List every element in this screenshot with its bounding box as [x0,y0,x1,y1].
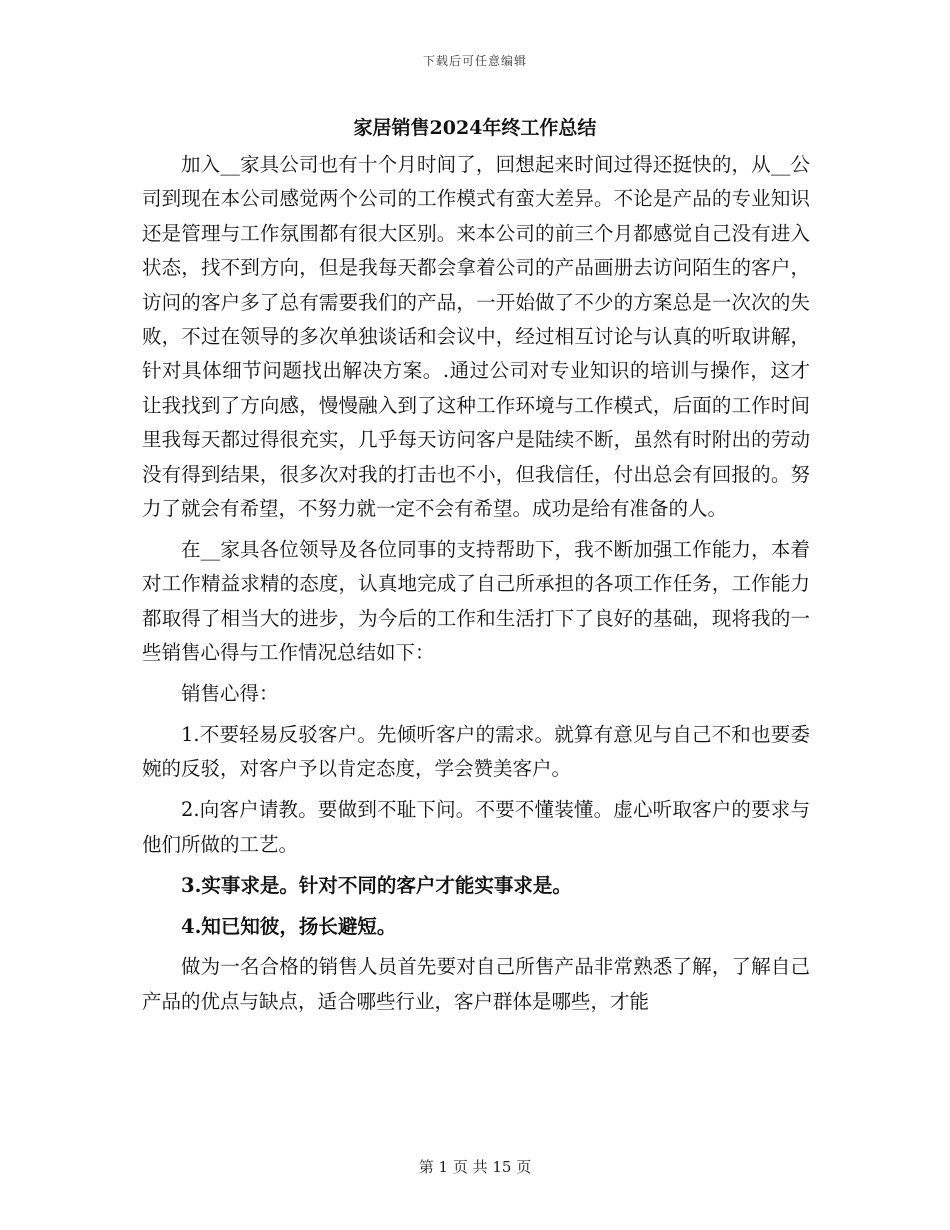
document-body [142,148,810,1026]
paragraph: 做为一名合格的销售人员首先要对自己所售产品非常熟悉了解，了解自己产品的优点与缺点，适合哪些行业，客户群体是哪些，才能 [142,955,810,1013]
paragraph: 加入__家具公司也有十个月时间了，回想起来时间过得还挺快的，从__公司到现在本公司感觉两个公司的工作模式有蛮大差异。不论是产品的专业知识还是管理与工作氛围都有很大区别。来本公司的前三个月都感觉自己没有进入状态，找不到方向，但是我每天都会拿着公司的产品画册去访问陌生的客户，访问的客户多了总有需要我们的产品，一开始做了不少的方案总是一次次的失败，不过在领导的多次单独谈话和会议中，经过相互讨论与认真的听取讲解，针对具体细节问题找出解决方案。.通过公司对专业知识的培训与操作，这才让我找到了方向感，慢慢融入到了这种工作环境与工作模式，后面的工作时间里我每天都过得很充实，几乎每天访问客户是陆续不断，虽然有时附出的劳动没有得到结果，很多次对我的打击也不小，但我信任，付出总会有回报的。努力了就会有希望，不努力就一定不会有希望。成功是给有准备的人。 [142,153,810,521]
paragraph: 在__家具各位领导及各位同事的支持帮助下，我不断加强工作能力，本着对工作精益求精的态度，认真地完成了自己所承担的各项工作任务，工作能力都取得了相当大的进步，为今后的工作和生活打下了良好的基础，现将我的一些销售心得与工作情况总结如下： [142,537,810,665]
paragraph: 2.向客户请教。要做到不耻下问。不要不懂装懂。虚心听取客户的要求与他们所做的工艺。 [142,798,810,856]
document-title: 家居销售2024年终工作总结 [353,117,597,139]
page-number-footer: 第 1 页 共 15 页 [418,1158,532,1176]
paragraph: 销售心得： [181,682,279,706]
paragraph-bold: 4.知已知彼，扬长避短。 [181,914,397,938]
paragraph: 1.不要轻易反驳客户。先倾听客户的需求。就算有意见与自己不和也要委婉的反驳，对客户予以肯定态度，学会赞美客户。 [142,723,810,781]
paragraph-bold: 3.实事求是。针对不同的客户才能实事求是。 [181,873,572,897]
header-note: 下载后可任意编辑 [422,54,527,68]
